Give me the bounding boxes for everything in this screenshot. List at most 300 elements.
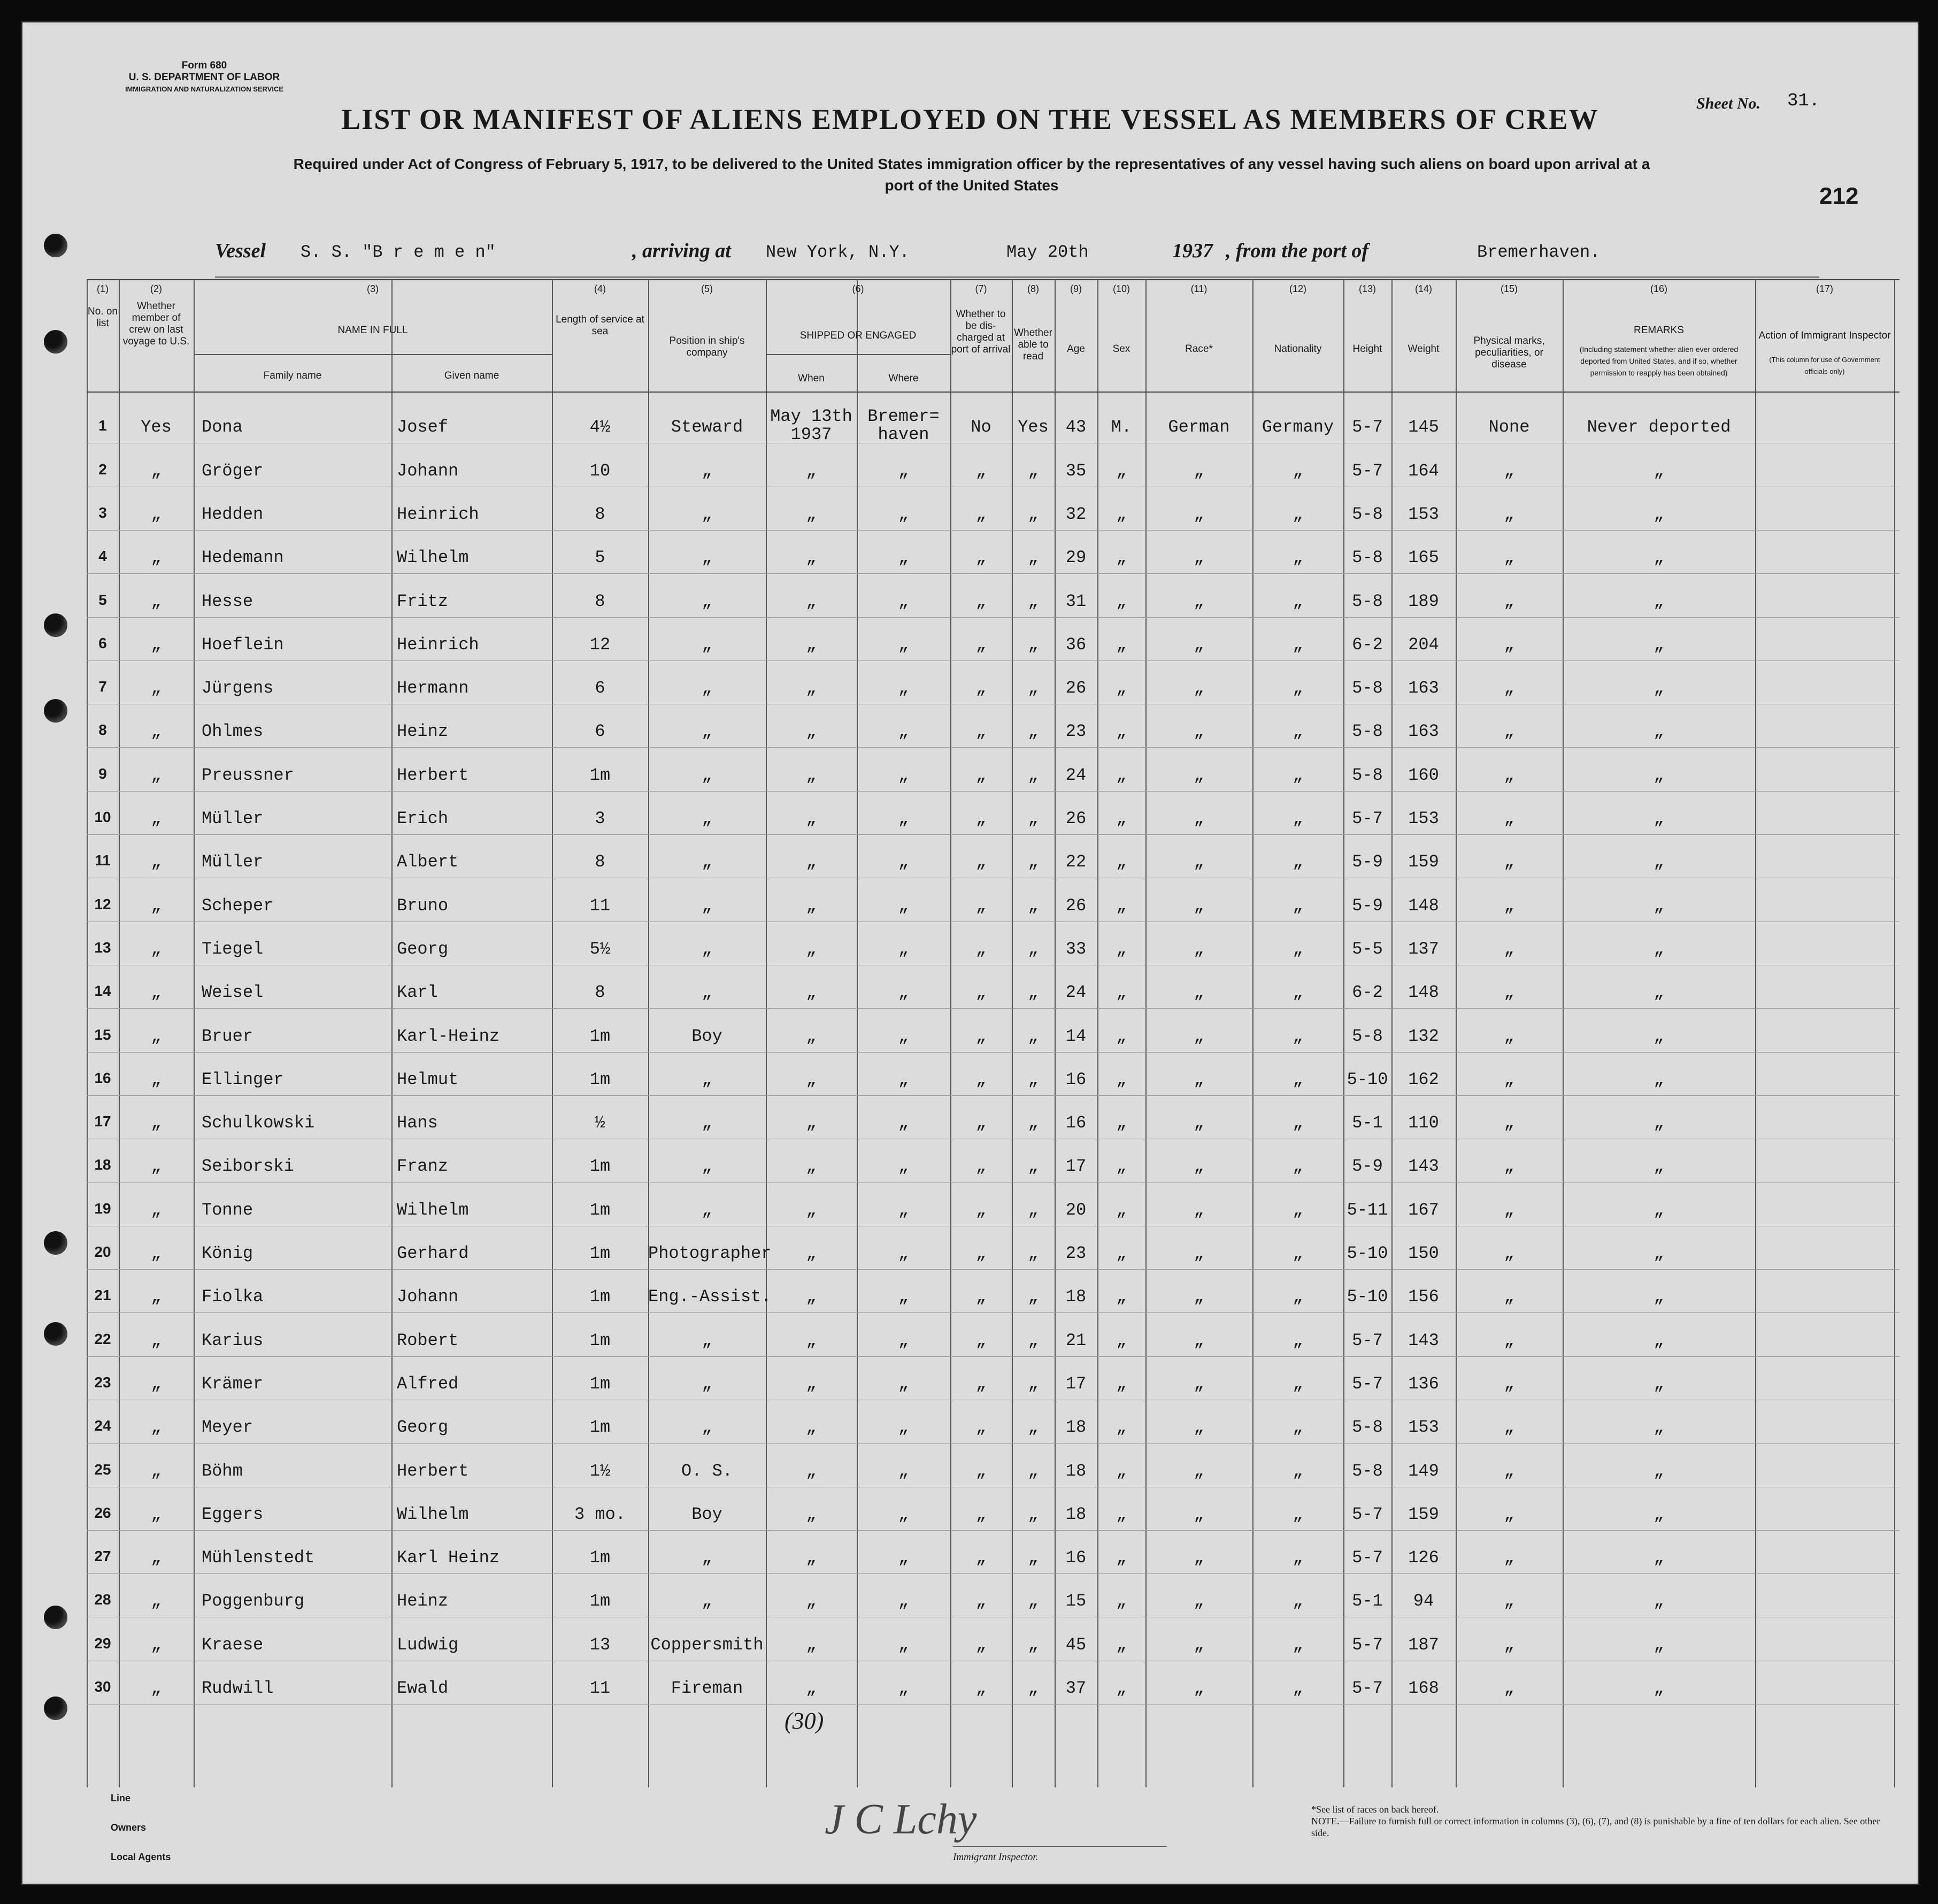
cell-given: Albert <box>397 852 459 872</box>
cell-read: „ <box>1028 634 1039 655</box>
cell-given: Wilhelm <box>397 1504 469 1524</box>
cell-age: 23 <box>1065 721 1087 742</box>
table-top-rule <box>87 279 1899 280</box>
cell-when: „ <box>806 1591 817 1611</box>
cell-height: 5-7 <box>1352 809 1383 828</box>
cell-marks: „ <box>1504 1591 1514 1611</box>
cell-position: „ <box>702 1417 712 1438</box>
cell-position: „ <box>702 1156 712 1177</box>
cell-age: 45 <box>1065 1634 1087 1655</box>
cell-marks: „ <box>1504 1243 1514 1263</box>
column-rule <box>194 279 195 1787</box>
cell-sex: „ <box>1116 982 1127 1003</box>
cell-age: 35 <box>1065 460 1087 481</box>
cell-race: „ <box>1194 1026 1204 1046</box>
row-rule <box>87 834 1899 835</box>
cell-race: „ <box>1194 504 1204 524</box>
cell-family: Mühlenstedt <box>202 1548 315 1568</box>
cell-family: König <box>202 1243 253 1263</box>
cell-given: Alfred <box>397 1373 459 1394</box>
cell-read: „ <box>1028 678 1039 698</box>
cell-read: Yes <box>1018 417 1049 437</box>
cell-height: 5-9 <box>1352 1156 1383 1177</box>
cell-age: 33 <box>1065 939 1087 959</box>
cell-where: „ <box>898 1156 909 1177</box>
cell-when: „ <box>806 1461 817 1481</box>
cell-sex: M. <box>1111 417 1132 437</box>
cell-read: „ <box>1028 1461 1039 1481</box>
cell-sex: „ <box>1116 765 1127 785</box>
cell-given: Johann <box>397 460 459 481</box>
cell-race: „ <box>1194 852 1204 872</box>
header-action: Action of Immigrant Inspector <box>1758 330 1891 341</box>
cell-age: 16 <box>1065 1113 1087 1133</box>
cell-position: „ <box>702 634 712 655</box>
cell-read: „ <box>1028 1026 1039 1046</box>
arrival-year: 1937 <box>1172 240 1213 262</box>
cell-when: „ <box>806 765 817 785</box>
cell-sex: „ <box>1116 809 1127 828</box>
cell-nationality: „ <box>1293 1200 1303 1220</box>
cell-sex: „ <box>1116 721 1127 742</box>
row-rule <box>87 747 1899 748</box>
vessel-name: S. S. "B r e m e n" <box>301 242 496 262</box>
cell-height: 5-8 <box>1352 721 1383 742</box>
row-rule <box>87 1530 1899 1531</box>
inspector-label: Immigrant Inspector. <box>953 1852 1039 1863</box>
cell-remarks: „ <box>1654 895 1664 916</box>
cell-where: „ <box>898 1330 909 1350</box>
cell-remarks: „ <box>1654 548 1664 568</box>
cell-weight: 159 <box>1408 852 1439 872</box>
cell-height: 6-2 <box>1352 982 1383 1003</box>
cell-given: Heinz <box>397 1591 449 1611</box>
cell-read: „ <box>1028 1200 1039 1220</box>
header-shipped-when: When <box>798 373 825 384</box>
cell-nationality: „ <box>1293 504 1303 524</box>
cell-when: „ <box>806 982 817 1003</box>
cell-marks: „ <box>1504 678 1514 698</box>
cell-sex: „ <box>1116 1069 1127 1089</box>
cell-when: „ <box>806 634 817 655</box>
cell-remarks: „ <box>1654 1504 1664 1524</box>
cell-service: 1m <box>589 1287 611 1307</box>
cell-no: 24 <box>94 1417 111 1434</box>
row-rule <box>87 1052 1899 1053</box>
cell-weight: 153 <box>1408 809 1439 828</box>
cell-service: 8 <box>595 982 605 1003</box>
cell-service: 13 <box>589 1634 611 1655</box>
cell-age: 24 <box>1065 765 1087 785</box>
cell-remarks: „ <box>1654 1287 1664 1307</box>
cell-marks: „ <box>1504 548 1514 568</box>
cell-no: 15 <box>94 1026 111 1043</box>
cell-nationality: „ <box>1293 1026 1303 1046</box>
cell-prev: „ <box>151 1373 162 1394</box>
cell-remarks: „ <box>1654 1156 1664 1177</box>
cell-read: „ <box>1028 548 1039 568</box>
cell-service: 1m <box>589 1373 611 1394</box>
cell-when: „ <box>806 1156 817 1177</box>
cell-race: „ <box>1194 1069 1204 1089</box>
cell-no: 18 <box>94 1156 111 1173</box>
cell-nationality: „ <box>1293 1113 1303 1133</box>
cell-when: „ <box>806 591 817 611</box>
cell-no: 17 <box>94 1113 111 1130</box>
cell-weight: 164 <box>1408 460 1439 481</box>
cell-age: 37 <box>1065 1678 1087 1698</box>
column-number: (2) <box>150 283 162 294</box>
cell-when: „ <box>806 721 817 742</box>
cell-position: „ <box>702 460 712 481</box>
cell-position: „ <box>702 1330 712 1350</box>
cell-race: „ <box>1194 939 1204 959</box>
cell-given: Bruno <box>397 895 449 916</box>
cell-family: Gröger <box>202 460 264 481</box>
cell-marks: „ <box>1504 504 1514 524</box>
cell-no: 14 <box>94 982 111 1000</box>
cell-nationality: „ <box>1293 1417 1303 1438</box>
arrival-date: May 20th <box>1006 242 1089 262</box>
cell-where: „ <box>898 1373 909 1394</box>
cell-sex: „ <box>1116 634 1127 655</box>
cell-read: „ <box>1028 1678 1039 1698</box>
cell-race: „ <box>1194 678 1204 698</box>
cell-read: „ <box>1028 852 1039 872</box>
cell-position: „ <box>702 678 712 698</box>
cell-sex: „ <box>1116 1113 1127 1133</box>
cell-discharged: „ <box>975 1504 987 1524</box>
cell-discharged: „ <box>975 939 987 959</box>
cell-service: 1m <box>589 1243 611 1263</box>
cell-weight: 159 <box>1408 1504 1439 1524</box>
cell-remarks: „ <box>1654 1330 1664 1350</box>
column-number: (14) <box>1414 283 1432 294</box>
cell-no: 26 <box>94 1504 111 1521</box>
cell-discharged: „ <box>975 1243 987 1263</box>
sheet-number-label: Sheet No. <box>1696 95 1760 112</box>
cell-when: „ <box>806 1504 817 1524</box>
cell-given: Robert <box>397 1330 459 1350</box>
column-number: (1) <box>97 283 109 294</box>
cell-marks: „ <box>1504 939 1514 959</box>
cell-when: „ <box>806 1548 817 1568</box>
header-action-note: (This column for use of Government officials only) <box>1769 356 1880 375</box>
header-remarks-note: (Including statement whether alien ever ordered deported from United States, and if so, whether permission to reapply has been obtained) <box>1579 345 1739 377</box>
cell-marks: „ <box>1504 1069 1514 1089</box>
column-number: (16) <box>1650 283 1667 294</box>
header-sub-rule <box>194 354 552 355</box>
cell-family: Jürgens <box>202 678 274 698</box>
row-rule <box>87 530 1899 531</box>
cell-age: 21 <box>1065 1330 1087 1350</box>
footnote-penalty: NOTE.—Failure to furnish full or correct information in columns (3), (6), (7), and (8) is punishable by a fine of ten dollars for each alien. See other side. <box>1311 1816 1880 1838</box>
cell-sex: „ <box>1116 1200 1127 1220</box>
cell-given: Karl Heinz <box>397 1548 500 1568</box>
cell-when: „ <box>806 809 817 828</box>
cell-sex: „ <box>1116 591 1127 611</box>
cell-remarks: „ <box>1654 1461 1664 1481</box>
cell-service: 1m <box>589 1417 611 1438</box>
from-port: Bremerhaven. <box>1477 242 1601 262</box>
cell-remarks: „ <box>1654 982 1664 1003</box>
column-number: (11) <box>1190 283 1208 294</box>
cell-sex: „ <box>1116 1373 1127 1394</box>
cell-service: 1m <box>589 1330 611 1350</box>
manifest-sheet <box>21 21 1919 1885</box>
cell-no: 16 <box>94 1069 111 1086</box>
cell-prev: „ <box>151 852 162 872</box>
cell-read: „ <box>1028 1069 1039 1089</box>
cell-when: „ <box>806 1287 817 1307</box>
cell-race: „ <box>1194 591 1204 611</box>
cell-nationality: „ <box>1293 721 1303 742</box>
cell-weight: 136 <box>1408 1373 1439 1394</box>
subtitle-line-2: port of the United States <box>885 177 1059 194</box>
cell-position: „ <box>702 809 712 828</box>
cell-when: „ <box>806 1113 817 1133</box>
cell-age: 18 <box>1065 1461 1087 1481</box>
cell-prev: „ <box>151 721 162 742</box>
header-position: Position in ship's company <box>669 335 745 358</box>
cell-sex: „ <box>1116 460 1127 481</box>
header-name-in-full: NAME IN FULL <box>337 325 408 336</box>
cell-given: Hans <box>397 1113 438 1133</box>
cell-read: „ <box>1028 1287 1039 1307</box>
cell-when: „ <box>806 1417 817 1438</box>
cell-nationality: „ <box>1293 852 1303 872</box>
cell-height: 5-7 <box>1352 1330 1383 1350</box>
row-rule <box>87 1182 1899 1183</box>
cell-nationality: „ <box>1293 591 1303 611</box>
cell-read: „ <box>1028 1156 1039 1177</box>
cell-when: „ <box>806 460 817 481</box>
row-rule <box>87 1356 1899 1357</box>
cell-read: „ <box>1028 1330 1039 1350</box>
cell-race: „ <box>1194 1243 1204 1263</box>
first-row-shipped: Bremer= <box>867 406 940 426</box>
cell-service: 1m <box>589 1548 611 1568</box>
cell-age: 24 <box>1065 982 1087 1003</box>
cell-nationality: „ <box>1293 809 1303 828</box>
cell-remarks: „ <box>1654 721 1664 742</box>
column-rule <box>391 279 393 1787</box>
cell-where: „ <box>898 678 909 698</box>
cell-remarks: „ <box>1654 1678 1664 1698</box>
cell-age: 22 <box>1065 852 1087 872</box>
cell-where: „ <box>898 1113 909 1133</box>
cell-service: 8 <box>595 591 605 611</box>
cell-discharged: „ <box>975 1373 987 1394</box>
cell-discharged: No <box>971 417 991 437</box>
cell-where: „ <box>898 721 909 742</box>
cell-when: „ <box>806 1330 817 1350</box>
service-name: IMMIGRATION AND NATURALIZATION SERVICE <box>125 85 284 93</box>
cell-given: Georg <box>397 939 449 959</box>
cell-race: „ <box>1194 1417 1204 1438</box>
cell-read: „ <box>1028 1504 1039 1524</box>
cell-given: Wilhelm <box>397 1200 469 1220</box>
cell-height: 5-7 <box>1352 1373 1383 1394</box>
cell-prev: „ <box>151 1634 162 1655</box>
cell-weight: 153 <box>1408 504 1439 524</box>
header-nationality: Nationality <box>1274 343 1322 355</box>
cell-sex: „ <box>1116 1634 1127 1655</box>
cell-marks: „ <box>1504 1200 1514 1220</box>
cell-height: 5-7 <box>1352 1548 1383 1568</box>
cell-given: Georg <box>397 1417 449 1438</box>
cell-service: 1m <box>589 1069 611 1089</box>
cell-nationality: „ <box>1293 678 1303 698</box>
cell-when: „ <box>806 504 817 524</box>
cell-marks: „ <box>1504 1373 1514 1394</box>
cell-remarks: „ <box>1654 939 1664 959</box>
cell-discharged: „ <box>975 982 987 1003</box>
cell-race: German <box>1168 417 1230 437</box>
cell-height: 6-2 <box>1352 634 1383 655</box>
column-number: (15) <box>1500 283 1518 294</box>
cell-no: 2 <box>98 460 107 478</box>
cell-height: 5-8 <box>1352 1026 1383 1046</box>
column-number: (5) <box>701 283 713 294</box>
cell-height: 5-1 <box>1352 1591 1383 1611</box>
cell-no: 29 <box>94 1634 111 1652</box>
cell-age: 14 <box>1065 1026 1087 1046</box>
cell-prev: „ <box>151 1287 162 1307</box>
cell-position: Photographer <box>648 1243 772 1263</box>
cell-where: „ <box>898 895 909 916</box>
cell-position: „ <box>702 1591 712 1611</box>
cell-nationality: „ <box>1293 1069 1303 1089</box>
cell-age: 15 <box>1065 1591 1087 1611</box>
cell-given: Franz <box>397 1156 449 1177</box>
cell-weight: 126 <box>1408 1548 1439 1568</box>
header-age: Age <box>1067 343 1085 355</box>
cell-weight: 160 <box>1408 765 1439 785</box>
cell-read: „ <box>1028 721 1039 742</box>
cell-read: „ <box>1028 939 1039 959</box>
cell-position: „ <box>702 1548 712 1568</box>
cell-nationality: „ <box>1293 1287 1303 1307</box>
cell-race: „ <box>1194 1330 1204 1350</box>
local-agents-label: Local Agents <box>111 1852 171 1862</box>
cell-service: 4½ <box>589 417 611 437</box>
cell-service: 6 <box>595 721 605 742</box>
cell-read: „ <box>1028 1634 1039 1655</box>
cell-where: „ <box>898 1026 909 1046</box>
cell-when: „ <box>806 1243 817 1263</box>
header-given-name: Given name <box>444 370 499 381</box>
cell-weight: 148 <box>1408 982 1439 1003</box>
cell-race: „ <box>1194 1634 1204 1655</box>
header-length-of-service: Length of service at sea <box>556 314 644 337</box>
row-rule <box>87 1704 1899 1705</box>
cell-weight: 189 <box>1408 591 1439 611</box>
header-shipped: SHIPPED OR ENGAGED <box>799 330 917 341</box>
cell-nationality: „ <box>1293 1634 1303 1655</box>
cell-prev: „ <box>151 548 162 568</box>
cell-given: Johann <box>397 1287 459 1307</box>
cell-sex: „ <box>1116 1287 1127 1307</box>
cell-read: „ <box>1028 460 1039 481</box>
owners-label: Owners <box>111 1822 147 1833</box>
cell-position: „ <box>702 1373 712 1394</box>
cell-position: „ <box>702 721 712 742</box>
cell-nationality: „ <box>1293 1330 1303 1350</box>
cell-position: „ <box>702 548 712 568</box>
cell-read: „ <box>1028 765 1039 785</box>
row-rule <box>87 1443 1899 1444</box>
cell-where: „ <box>898 1200 909 1220</box>
cell-prev: „ <box>151 1243 162 1263</box>
cell-height: 5-7 <box>1352 417 1383 437</box>
cell-marks: „ <box>1504 1678 1514 1698</box>
cell-height: 5-8 <box>1352 1461 1383 1481</box>
cell-prev: „ <box>151 765 162 785</box>
column-number: (6) <box>852 283 864 294</box>
cell-position: „ <box>702 1069 712 1089</box>
cell-position: „ <box>702 504 712 524</box>
cell-family: Dona <box>202 417 243 437</box>
cell-when: „ <box>806 1678 817 1698</box>
cell-family: Karius <box>202 1330 264 1350</box>
cell-service: 12 <box>589 634 611 655</box>
cell-sex: „ <box>1116 1548 1127 1568</box>
cell-discharged: „ <box>975 1548 987 1568</box>
cell-sex: „ <box>1116 1417 1127 1438</box>
first-row-shipped: 1937 <box>790 425 832 444</box>
cell-remarks: „ <box>1654 678 1664 698</box>
cell-age: 26 <box>1065 809 1087 828</box>
first-row-shipped: May 13th <box>770 406 852 426</box>
cell-height: 5-8 <box>1352 678 1383 698</box>
cell-no: 19 <box>94 1200 111 1217</box>
cell-no: 22 <box>94 1330 111 1347</box>
cell-when: „ <box>806 1069 817 1089</box>
cell-age: 18 <box>1065 1417 1087 1438</box>
cell-discharged: „ <box>975 1591 987 1611</box>
vessel-label: Vessel <box>215 240 266 262</box>
cell-given: Herbert <box>397 1461 469 1481</box>
cell-age: 31 <box>1065 591 1087 611</box>
cell-height: 5-9 <box>1352 852 1383 872</box>
cell-sex: „ <box>1116 895 1127 916</box>
page-title: LIST OR MANIFEST OF ALIENS EMPLOYED ON THE VESSEL AS MEMBERS OF CREW <box>341 103 1599 135</box>
header-discharged: Whether to be dis-charged at port of arrival <box>951 309 1011 355</box>
cell-prev: „ <box>151 1156 162 1177</box>
cell-remarks: „ <box>1654 1634 1664 1655</box>
cell-race: „ <box>1194 765 1204 785</box>
sheet-number-value: 31. <box>1787 91 1820 111</box>
cell-prev: „ <box>151 809 162 828</box>
cell-discharged: „ <box>975 1200 987 1220</box>
cell-where: „ <box>898 634 909 655</box>
column-number: (7) <box>975 283 987 294</box>
cell-position: Coppersmith <box>650 1634 764 1655</box>
cell-remarks: „ <box>1654 1591 1664 1611</box>
cell-nationality: „ <box>1293 1591 1303 1611</box>
cell-marks: „ <box>1504 1504 1514 1524</box>
cell-position: „ <box>702 939 712 959</box>
cell-age: 23 <box>1065 1243 1087 1263</box>
cell-height: 5-7 <box>1352 460 1383 481</box>
column-number: (13) <box>1358 283 1376 294</box>
cell-read: „ <box>1028 1373 1039 1394</box>
cell-no: 21 <box>94 1287 111 1304</box>
cell-race: „ <box>1194 460 1204 481</box>
cell-nationality: „ <box>1293 548 1303 568</box>
cell-marks: „ <box>1504 982 1514 1003</box>
